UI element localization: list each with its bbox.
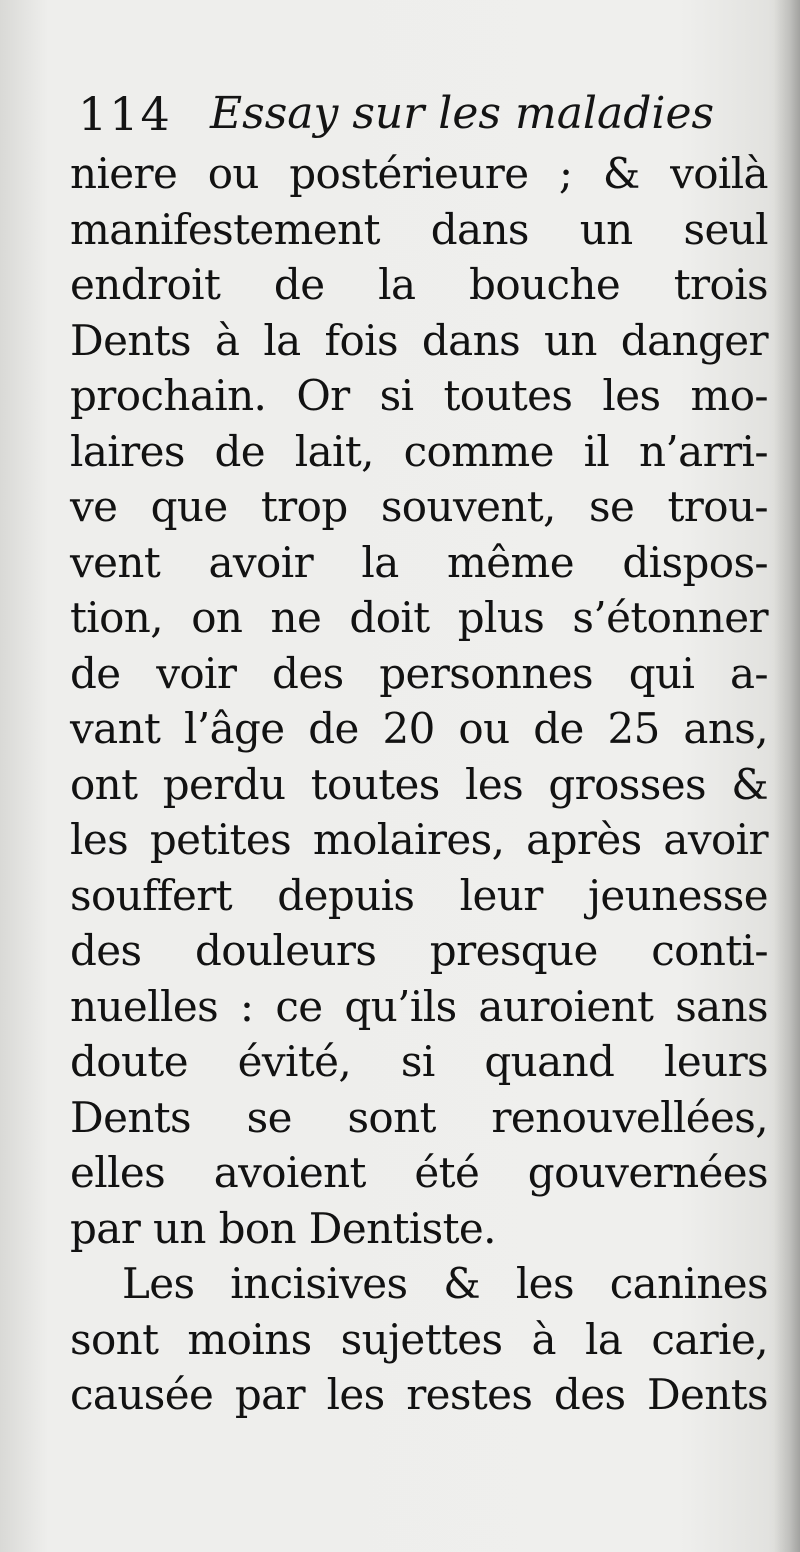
text-line: ve que trop souvent, se trou- [70, 482, 768, 531]
text-line: doute évité, si quand leurs [70, 1037, 768, 1086]
text-line: souffert depuis leur jeunesse [70, 870, 768, 920]
text-line: prochain. Or si toutes les mo- [70, 371, 768, 420]
text-line: niere ou postérieure ; & voilà [70, 149, 768, 198]
text-line: ont perdu toutes les grosses & [70, 759, 768, 809]
paragraph-first-line: Les incisives & les canines [122, 1259, 768, 1308]
text-line: nuelles : ce qu’ils auroient sans [70, 981, 768, 1031]
text-line: des douleurs presque conti- [70, 926, 768, 975]
text-line: vant l’âge de 20 ou de 25 ans, [70, 704, 768, 753]
text-line: elles avoient été gouvernées [70, 1148, 768, 1197]
text-line: causée par les restes des Dents [70, 1370, 768, 1419]
text-line: tion, on ne doit plus s’étonner [70, 593, 768, 642]
text-line: laires de lait, comme il n’arri- [70, 426, 768, 476]
paragraph-last-line: par un bon Dentiste. [70, 1203, 496, 1253]
text-line: Dents à la fois dans un danger [70, 315, 768, 365]
text-line: les petites molaires, après avoir [70, 815, 768, 864]
body-text [70, 146, 768, 1423]
running-title: Essay sur les maladies [210, 88, 715, 139]
text-line: de voir des personnes qui a- [70, 648, 768, 698]
page-number: 114 [78, 87, 172, 141]
text-line: sont moins sujettes à la carie, [70, 1314, 768, 1364]
text-line: Dents se sont renouvellées, [70, 1092, 768, 1142]
page-header [78, 82, 778, 148]
text-line: manifestement dans un seul [70, 204, 768, 254]
text-line: endroit de la bouche trois [70, 260, 768, 309]
page-gutter-shadow [774, 0, 800, 1552]
text-line: vent avoir la même dispos- [70, 537, 768, 587]
